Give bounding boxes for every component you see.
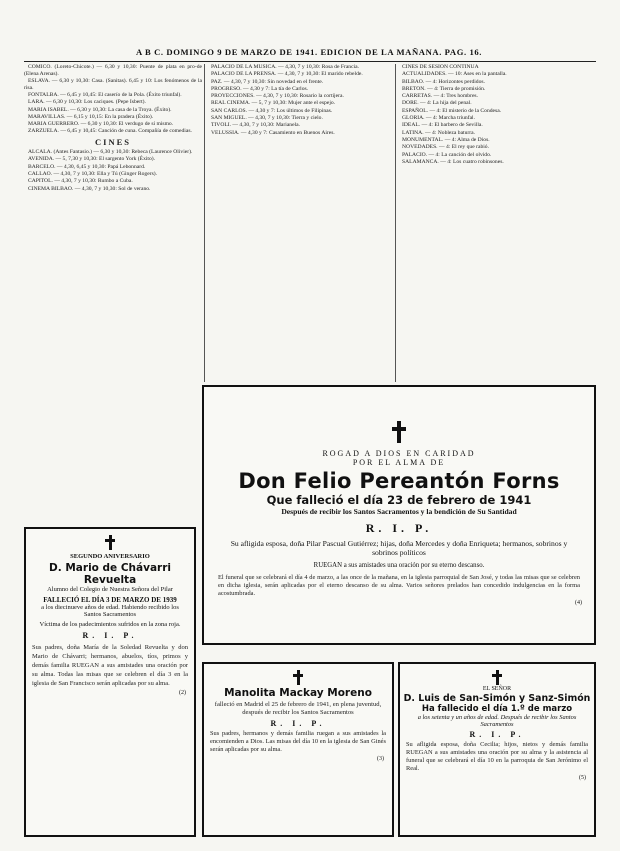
esquela-center-body: Sus padres, hermanos y demás familia ruegan a sus amistades la encomienden a Dios. Las misas del día 10 en la iglesia de San Ginés serán aplicadas por su alma. — [210, 730, 386, 753]
esquela-right-died: Ha fallecido el día 1.º de marzo — [421, 704, 573, 714]
esquela-left-role: Alumno del Colegio de Nuestra Señora del Pilar — [47, 586, 173, 593]
esquela-main-tag: (4) — [575, 600, 582, 606]
esquela-main-sub: POR EL ALMA DE — [352, 458, 446, 467]
esquela-center-tag: (3) — [377, 756, 384, 762]
listing-entry: SAN MIGUEL. — 4,30, 7 y 10,30: Tierra y cielo. — [211, 115, 323, 122]
esquela-left-body: Sus padres, doña María de la Soledad Revuelta y don Mario de Chávarri; hermanos, abuelos, tíos, primos y demás familia RUEGAN a sus amistades una oración por su alma. Todas las misas que se celebren el día 3 en la iglesia de San Francisco serán aplicadas por su alma. — [32, 644, 188, 687]
esquela-main-after: Después de recibir los Santos Sacramentos y la bendición de Su Santidad — [281, 507, 517, 516]
cross-icon — [492, 670, 502, 685]
esquela-center-rip: R. I. P. — [270, 719, 326, 728]
listing-entry: LARA. — 6,30 y 10,30: Los caciques. (Pepe Isbert). — [28, 99, 146, 106]
esquela-left-top: SEGUNDO ANIVERSARIO — [70, 553, 150, 560]
listing-entry: COMICO. (Loreto-Chicote.) — 6,30 y 10,30: Puente de plata en pro-de (Elena Arenas). — [24, 64, 202, 77]
esquela-main-family: Su afligida esposa, doña Pilar Pascual Gutiérrez; hijas, doña Mercedes y doña Enriqueta; hermanos, sobrinos y sobrinos políticos — [230, 539, 568, 557]
esquela-main-died: Que falleció el día 23 de febrero de 1941 — [266, 493, 532, 507]
listing-entry: PALACIO DE LA PRENSA. — 4,30, 7 y 10,30: El marido rebelde. — [211, 71, 363, 78]
esquela-left-tag: (2) — [179, 690, 186, 696]
listing-entry: AVENIDA. — 5, 7,30 y 10,30: El sargento York (Éxito). — [28, 156, 156, 163]
esquela-left-after: a los diecinueve años de edad. Habiendo recibido los Santos Sacramentos — [41, 604, 179, 618]
listing-entry: PALACIO. — 4: La canción del olvido. — [402, 151, 492, 158]
listing-entry: REAL CINEMA. — 5, 7 y 10,30: Mujer ante el espejo. — [211, 100, 336, 107]
listing-entry: PAZ. — 4,30, 7 y 10,30: Sin novedad en el frente. — [211, 78, 324, 85]
esquela-center-name: Manolita Mackay Moreno — [224, 687, 372, 699]
esquela-left-rip: R. I. P. — [82, 631, 138, 640]
listing-entry: IDEAL. — 4: El barbero de Sevilla. — [402, 122, 483, 129]
esquela-center-text: falleció en Madrid el 25 de febrero de 1941, en plena juventud, después de recibir los Santos Sacramentos — [214, 701, 382, 716]
listing-entry: DORE. — 4: La hija del penal. — [402, 100, 472, 107]
listing-entry: ZARZUELA. — 6,45 y 10,45: Canción de cuna. Compañía de comedias. — [28, 128, 192, 135]
esquela-center — [202, 662, 394, 837]
listing-entry: ESPAÑOL. — 4: El misterio de la Condesa. — [402, 107, 502, 114]
column-right — [398, 64, 596, 382]
listing-entry: TIVOLI. — 4,30, 7 y 10,30: Marianela. — [211, 122, 301, 129]
listing-entry: CARRETAS. — 4: Tres hombres. — [402, 93, 479, 100]
cross-icon — [293, 670, 303, 685]
esquela-left-extra: Víctima de los padecimientos sufridos en la zona roja. — [39, 621, 181, 628]
listing-entry: CALLAO. — 4,30, 7 y 10,30: Ella y Tú (Ginger Rogers). — [28, 171, 158, 178]
esquela-main-top: ROGAD A DIOS EN CARIDAD — [322, 449, 476, 458]
esquela-left-name: D. Mario de Chávarri Revuelta — [49, 562, 171, 586]
esquela-right-name: D. Luis de San-Simón y Sanz-Simón — [403, 693, 591, 704]
listing-entry: ACTUALIDADES. — 10: Ases en la pantalla. — [402, 71, 507, 78]
listing-entry: MONUMENTAL. — 4: Alma de Dios. — [402, 136, 490, 143]
page-header: A B C. DOMINGO 9 DE MARZO DE 1941. EDICION DE LA MAÑANA. PAG. 16. — [135, 47, 483, 57]
esquela-main-name: Don Felio Pereantón Forns — [238, 469, 560, 493]
esquela-left — [24, 527, 196, 837]
listing-entry: BRETON. — 4: Tierra de promisión. — [402, 85, 486, 92]
listing-entry: BARCELO. — 4,30, 6,45 y 10,30: Papá Lebonnard. — [28, 163, 146, 170]
listing-entry: MARAVILLAS. — 6,15 y 10,15: En la pradera (Éxito). — [28, 113, 154, 120]
listing-entry: SALAMANCA. — 4: Los cuatro robinsones. — [402, 158, 504, 165]
listing-entry: PROYECCIONES. — 4,30, 7 y 10,30: Rosario la cortijera. — [211, 93, 344, 100]
listing-entry: ESLAVA. — 6,30 y 10,30: Casa. (Sanitas). 6,45 y 10: Los fenómenos de la risa. — [24, 78, 202, 91]
listing-entry: SAN CARLOS. — 4,30 y 7: Los últimos de Filipinas. — [211, 107, 333, 114]
listing-entry: NOVEDADES. — 4: El rey que rabió. — [402, 144, 489, 151]
cross-icon — [105, 535, 115, 550]
esquela-right-top: EL SEÑOR — [482, 686, 512, 692]
esquela-right-rip: R. I. P. — [469, 730, 525, 739]
esquela-main — [202, 385, 596, 645]
listing-entry: BILBAO. — 4: Horizontes perdidos. — [402, 78, 485, 85]
listing-entry: VELUSSIA. — 4,30 y 7: Casamiento en Buenos Aires. — [211, 129, 335, 136]
esquela-right — [398, 662, 596, 837]
listing-entry: GLORIA. — 4: Marcha triunfal. — [402, 115, 476, 122]
listing-entry: PALACIO DE LA MUSICA. — 4,30, 7 y 10,30: Rosa de Francia. — [211, 64, 360, 70]
listing-entry: MARIA GUERRERO. — 6,30 y 10,30: El verdugo de sí mismo. — [28, 121, 174, 128]
listing-entry: CINES DE SESION CONTINUA — [402, 64, 479, 70]
esquela-main-rip: R. I. P. — [365, 521, 433, 535]
column-divider — [204, 64, 205, 382]
listing-entry: ALCALA. (Antes Fantasio.) — 6,30 y 10,30: Rebeca (Laurence Olivier). — [28, 149, 193, 156]
listing-entry: MARIA ISABEL. — 6,30 y 10,30: La casa de la Troya. (Éxito). — [28, 106, 172, 113]
column-left — [24, 64, 202, 522]
listing-entry: LATINA. — 4: Nobleza baturra. — [402, 129, 476, 136]
listing-entry: FONTALBA. — 6,45 y 10,45: El caserío de la Pola. (Éxito triunfal). — [28, 92, 182, 98]
esquela-main-body: El funeral que se celebrará el día 4 de marzo, a las once de la mañana, en la iglesia parroquial de San José, y todas las misas que se celebren en dicha iglesia, serán aplicadas por el eterno descanso de su alma. Varios señores prelados han concedido indulgencias en la forma acostumbrada. — [218, 574, 580, 597]
esquela-right-after: a los setenta y un años de edad. Después de recibir los Santos Sacramentos — [417, 714, 577, 728]
column-middle — [207, 64, 393, 382]
section-heading: CINES — [95, 137, 131, 148]
esquela-right-tag: (5) — [579, 775, 586, 781]
esquela-main-ruegan: RUEGAN a sus amistades una oración por su eterno descanso. — [313, 562, 485, 569]
listing-entry: CAPITOL. — 4,30, 7 y 10,30: Rumbo a Cuba. — [28, 178, 133, 185]
header-rule — [24, 61, 596, 62]
esquela-left-died: FALLECIÓ EL DÍA 3 DE MARZO DE 1939 — [43, 596, 177, 604]
listing-entry: PROGRESO. — 4,30 y 7: La tía de Carlos. — [211, 85, 309, 92]
listing-entry: CINEMA BILBAO. — 4,30, 7 y 10,30: Sol de verano. — [28, 185, 151, 192]
esquela-right-body: Su afligida esposa, doña Cecilia; hijos, nietos y demás familia RUEGAN a sus amistades una oración por su alma y la asistencia al funeral que se celebrará el día 10 en la parroquia de San Jerónimo el Real. — [406, 741, 588, 772]
cross-icon — [392, 421, 406, 443]
column-divider — [395, 64, 396, 382]
